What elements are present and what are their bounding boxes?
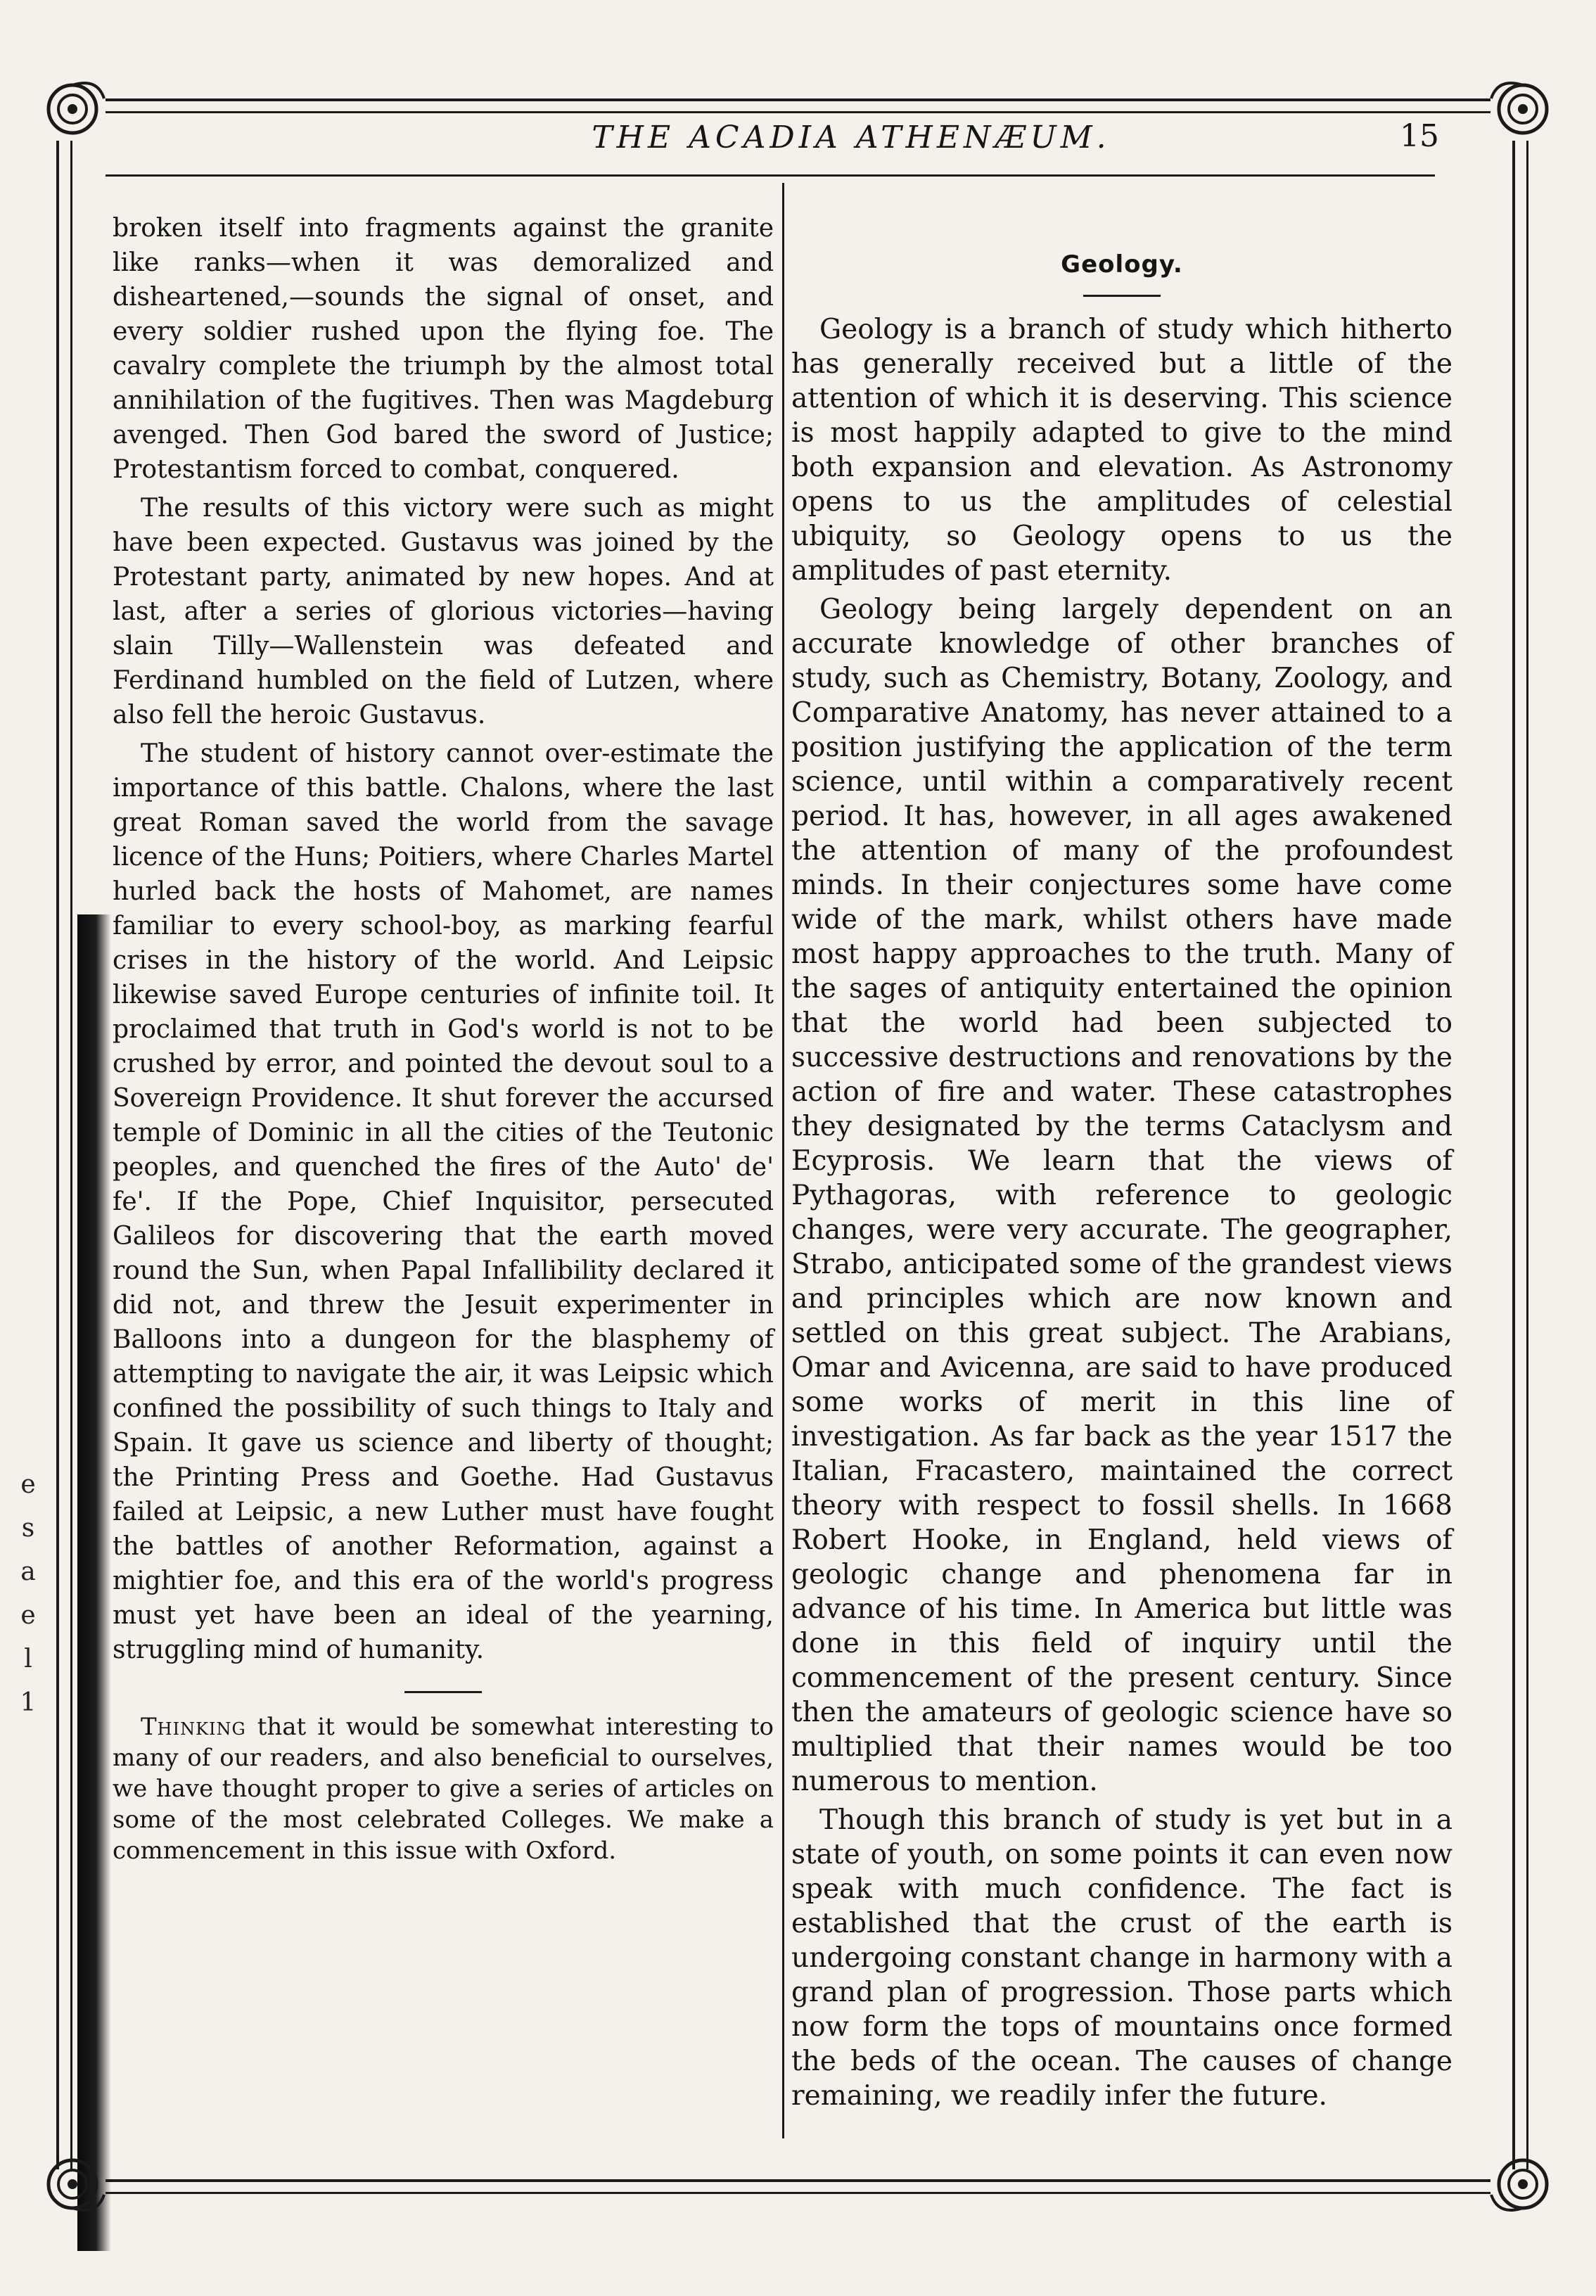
margin-mark: a xyxy=(20,1557,36,1586)
column-divider xyxy=(782,183,784,2138)
paragraph: The student of history cannot over-estimate the importance of this battle. Chalons, where the last great Roman saved the world from the savage licence of the Huns; Poitiers, where Charles Martel hurled back the hosts of Mahomet, are names familiar to every school-boy, as marking fearful crises in the history of the world. And Leipsic likewise saved Europe centuries of infinite toil. It proclaimed that truth in God's world is not to be crushed by error, and pointed the devout soul to a Sovereign Providence. It shut forever the accursed temple of Dominic in all the cities of the Teutonic peoples, and quenched the fires of the Auto' de' fe'. If the Pope, Chief Inquisitor, persecuted Galileos for discovering that the earth moved round the Sun, when Papal Infallibility declared it did not, and threw the Jesuit experimenter in Balloons into a dungeon for the blasphemy of attempting to navigate the air, it was Leipsic which confined the possibility of such things to Italy and Spain. It gave us science and liberty of thought; the Printing Press and Goethe. Had Gustavus failed at Leipsic, a new Luther must have fought the battles of another Reformation, against a mightier foe, and this era of the world's progress must yet have been an ideal of the yearning, struggling mind of humanity. xyxy=(113,739,774,1664)
paragraph: Geology being largely dependent on an accurate knowledge of other branches of study, such as Chemistry, Botany, Zoology, and Comparative Anatomy, has never attained to a position justifying the application of the term science, until within a comparatively recent period. It has, however, in all ages awakened the attention of many of the profoundest minds. In their conjectures some have come wide of the mark, whilst others have made most happy approaches to the truth. Many of the sages of antiquity entertained the opinion that the world had been subjected to successive destructions and renovations by the action of fire and water. These catastrophes they designated by the terms Cataclysm and Ecyprosis. We learn that the views of Pythagoras, with reference to geologic changes, were very accurate. The geographer, Strabo, anticipated some of the grandest views and principles which are now known and settled on this great subject. The Arabians, Omar and Avicenna, are said to have produced some works of merit in this line of investigation. As far back as the year 1517 the Italian, Fracastero, maintained the correct theory with respect to fossil shells. In 1668 Robert Hooke, in England, held views of geologic change and phenomena far in advance of his time. In America but little was done in this field of inquiry until the commencement of the present century. Since then the amateurs of geologic science have so multiplied that their names would be too numerous to mention. xyxy=(791,594,1453,1797)
paragraph: Though this branch of study is yet but in a state of youth, on some points it can even now speak with much confidence. The fact is established that the crust of the earth is undergoing constant change in harmony with a grand plan of progression. Those parts which now form the tops of mountains once formed the beds of the ocean. The causes of change remaining, we readily infer the future. xyxy=(791,1804,1453,2112)
bottom-border xyxy=(106,2179,1490,2194)
scroll-flourish-icon xyxy=(1484,2145,1562,2223)
section-rule xyxy=(404,1691,482,1693)
scroll-flourish-icon xyxy=(34,2145,111,2223)
header-rule xyxy=(106,174,1435,177)
note-lead: Thinking xyxy=(141,1713,246,1741)
margin-mark: s xyxy=(21,1514,35,1543)
margin-mark: l xyxy=(24,1645,32,1673)
note-text: that it would be somewhat interesting to many of our readers, and also beneficial to ourselves, we have thought proper to give a series of articles on some of the most celebrated Colleges. We make a commencement in this issue with Oxford. xyxy=(113,1713,774,1865)
margin-mark: e xyxy=(20,1470,36,1499)
scroll-flourish-icon xyxy=(1484,70,1562,148)
right-column xyxy=(791,211,1453,2117)
binding-shadow xyxy=(77,914,111,2251)
scroll-flourish-icon xyxy=(34,70,111,148)
editorial-note xyxy=(113,1711,774,1866)
paragraph: The results of this victory were such as might have been expected. Gustavus was joined by the Protestant party, animated by new hopes. And at last, after a series of glorious victories—having slain Tilly—Wallenstein was defeated and Ferdinand humbled on the field of Lutzen, where also fell the heroic Gustavus. xyxy=(113,494,774,729)
paragraph: broken itself into fragments against the granite like ranks—when it was demoralized and disheartened,—sounds the signal of onset, and every soldier rushed upon the flying foe. The cavalry complete the triumph by the almost total annihilation of the fugitives. Then was Magdeburg avenged. Then God bared the sword of Justice; Protestantism forced to combat, conquered. xyxy=(113,214,774,484)
running-head: THE ACADIA ATHENÆUM. xyxy=(592,120,1111,155)
article-title: Geology. xyxy=(1061,250,1183,279)
right-border xyxy=(1512,141,1528,2169)
paragraph: Geology is a branch of study which hitherto has generally received but a little of the attention of which it is deserving. This science is most happily adapted to give to the mind both expansion and elevation. As Astronomy opens to us the amplitudes of celestial ubiquity, so Geology opens to us the amplitudes of past eternity. xyxy=(791,314,1453,587)
margin-mark: e xyxy=(20,1601,36,1630)
left-border xyxy=(56,141,72,2169)
page-number: 15 xyxy=(1400,118,1439,154)
left-column xyxy=(113,211,774,1870)
margin-marks xyxy=(14,1463,42,1725)
margin-mark: 1 xyxy=(20,1688,37,1717)
title-rule xyxy=(1083,295,1161,297)
top-border xyxy=(106,98,1490,113)
